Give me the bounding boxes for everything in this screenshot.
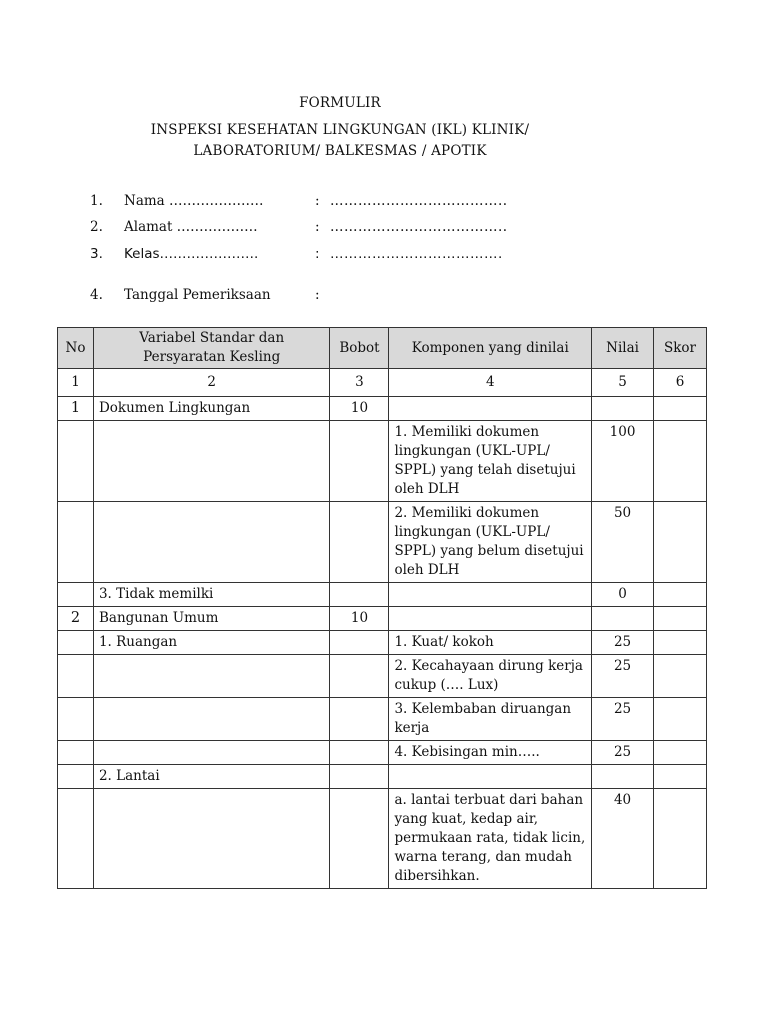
- field-number: 4.: [90, 287, 103, 303]
- cell-variabel: [93, 698, 330, 741]
- cell-variabel: [93, 421, 330, 502]
- cell-bobot: [330, 741, 389, 765]
- cell-bobot: [330, 698, 389, 741]
- cell-bobot: 10: [330, 397, 389, 421]
- header-komponen: Komponen yang dinilai: [389, 328, 592, 369]
- field-number: 1.: [90, 193, 103, 209]
- cell-skor[interactable]: [654, 741, 707, 765]
- cell-komponen: [389, 583, 592, 607]
- cell-nilai: 25: [592, 631, 654, 655]
- cell-komponen: [389, 607, 592, 631]
- cell-komponen: 3. Kelembaban diruangan kerja: [389, 698, 592, 741]
- cell-variabel: [93, 741, 330, 765]
- cell-no: 1: [58, 397, 94, 421]
- table-row: [58, 397, 707, 421]
- cell-no: [58, 765, 94, 789]
- table-row: [58, 583, 707, 607]
- cell-variabel: [93, 502, 330, 583]
- cell-skor[interactable]: [654, 655, 707, 698]
- header-bobot: Bobot: [330, 328, 389, 369]
- field-colon: :: [315, 246, 320, 262]
- cell-bobot: [330, 583, 389, 607]
- cell-komponen: 4. Kebisingan min…..: [389, 741, 592, 765]
- cell-variabel: Bangunan Umum: [93, 607, 330, 631]
- cell-nilai: 100: [592, 421, 654, 502]
- cell-no: [58, 502, 94, 583]
- field-label: Nama …………………: [124, 193, 264, 209]
- table-row: [58, 655, 707, 698]
- header-no: No: [58, 328, 94, 369]
- field-colon: :: [315, 219, 320, 235]
- table-row: [58, 502, 707, 583]
- cell-komponen: 1. Kuat/ kokoh: [389, 631, 592, 655]
- cell-nilai: [592, 765, 654, 789]
- field-value[interactable]: ………………………………..: [330, 219, 508, 235]
- form-subtitle-line1: INSPEKSI KESEHATAN LINGKUNGAN (IKL) KLINIK/: [150, 122, 530, 138]
- cell-nilai: [592, 397, 654, 421]
- field-label: Alamat ………………: [124, 219, 258, 235]
- column-number-row: [58, 369, 707, 397]
- cell-variabel: [93, 789, 330, 889]
- cell-no: [58, 655, 94, 698]
- cell-no: 2: [58, 607, 94, 631]
- cell-no: [58, 741, 94, 765]
- cell-skor[interactable]: [654, 631, 707, 655]
- cell-nilai: 25: [592, 698, 654, 741]
- field-label: Kelas………………….: [124, 246, 259, 262]
- column-number: 2: [93, 369, 330, 397]
- field-value[interactable]: ………………………………..: [330, 193, 508, 209]
- table-row: [58, 741, 707, 765]
- cell-komponen: 1. Memiliki dokumen lingkungan (UKL-UPL/ SPPL) yang telah disetujui oleh DLH: [389, 421, 592, 502]
- cell-skor[interactable]: [654, 765, 707, 789]
- cell-variabel: 2. Lantai: [93, 765, 330, 789]
- cell-variabel: Dokumen Lingkungan: [93, 397, 330, 421]
- cell-komponen: a. lantai terbuat dari bahan yang kuat, kedap air, permukaan rata, tidak licin, warna terang, dan mudah dibersihkan.: [389, 789, 592, 889]
- column-number: 4: [389, 369, 592, 397]
- header-nilai: Nilai: [592, 328, 654, 369]
- cell-no: [58, 698, 94, 741]
- cell-skor[interactable]: [654, 397, 707, 421]
- cell-skor[interactable]: [654, 583, 707, 607]
- cell-nilai: [592, 607, 654, 631]
- cell-no: [58, 789, 94, 889]
- cell-variabel: [93, 655, 330, 698]
- form-subtitle-line2: LABORATORIUM/ BALKESMAS / APOTIK: [193, 143, 487, 159]
- column-number: 3: [330, 369, 389, 397]
- cell-bobot: [330, 789, 389, 889]
- field-number: 2.: [90, 219, 103, 235]
- column-number: 5: [592, 369, 654, 397]
- field-colon: :: [315, 287, 320, 303]
- field-colon: :: [315, 193, 320, 209]
- cell-variabel: 1. Ruangan: [93, 631, 330, 655]
- inspection-table: [57, 327, 707, 889]
- cell-bobot: [330, 765, 389, 789]
- field-label: Tanggal Pemeriksaan: [124, 287, 271, 303]
- field-number: 3.: [90, 246, 103, 262]
- cell-no: [58, 631, 94, 655]
- cell-skor[interactable]: [654, 698, 707, 741]
- cell-nilai: 40: [592, 789, 654, 889]
- cell-bobot: 10: [330, 607, 389, 631]
- cell-nilai: 0: [592, 583, 654, 607]
- table-row: [58, 631, 707, 655]
- cell-komponen: 2. Memiliki dokumen lingkungan (UKL-UPL/ SPPL) yang belum disetujui oleh DLH: [389, 502, 592, 583]
- column-number: 6: [654, 369, 707, 397]
- cell-no: [58, 583, 94, 607]
- form-title: FORMULIR: [299, 95, 381, 111]
- cell-skor[interactable]: [654, 502, 707, 583]
- cell-nilai: 25: [592, 655, 654, 698]
- cell-bobot: [330, 631, 389, 655]
- cell-bobot: [330, 502, 389, 583]
- cell-skor[interactable]: [654, 421, 707, 502]
- cell-skor[interactable]: [654, 789, 707, 889]
- header-variabel: Variabel Standar dan Persyaratan Kesling: [93, 328, 330, 369]
- table-row: [58, 698, 707, 741]
- cell-komponen: 2. Kecahayaan dirung kerja cukup (…. Lux): [389, 655, 592, 698]
- column-number: 1: [58, 369, 94, 397]
- cell-nilai: 50: [592, 502, 654, 583]
- table-row: [58, 421, 707, 502]
- table-row: [58, 765, 707, 789]
- field-value[interactable]: ……………………………….: [330, 246, 503, 262]
- cell-nilai: 25: [592, 741, 654, 765]
- table-row: [58, 607, 707, 631]
- table-header-row: [58, 328, 707, 369]
- table-row: [58, 789, 707, 889]
- cell-variabel: 3. Tidak memilki: [93, 583, 330, 607]
- cell-skor[interactable]: [654, 607, 707, 631]
- cell-bobot: [330, 421, 389, 502]
- header-skor: Skor: [654, 328, 707, 369]
- cell-komponen: [389, 765, 592, 789]
- cell-no: [58, 421, 94, 502]
- cell-komponen: [389, 397, 592, 421]
- cell-bobot: [330, 655, 389, 698]
